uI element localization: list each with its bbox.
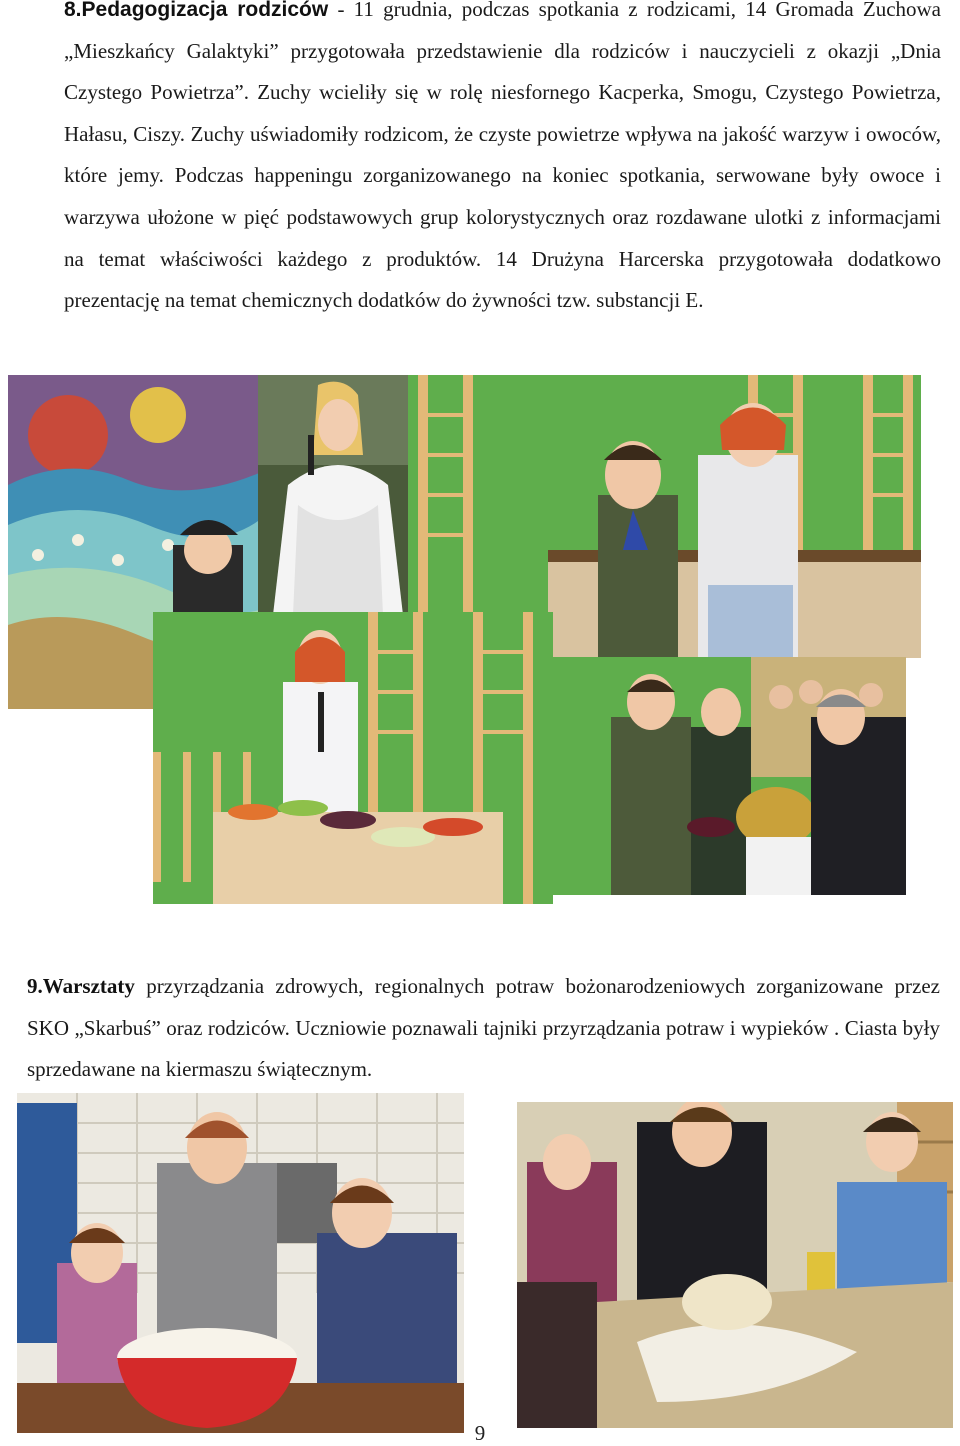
photo-tasting-crowd — [551, 657, 906, 895]
section-8-text: - 11 grudnia, podczas spotkania z rodzicami, 14 Gromada Zuchowa „Mieszkańcy Galaktyki” przygotowała przedstawienie dla rodziców i nauczycieli z okazji „Dnia Czystego Powietrza”. Zuchy wcieliły się w rolę niesfornego Kacperka, Smogu, Czystego Powietrza, Hałasu, Ciszy. Zuchy uświadomiły rodzicom, że czyste powietrze wpływa na jakość warzyw i owoców, które jemy. Podczas happeningu zorganizowanego na koniec spotkania, serwowane były owoce i warzywa ułożone w pięć podstawowych grup kolorystycznych oraz rozdawane ulotki z informacjami na temat właściwości każdego z produktów. 14 Drużyna Harcerska przygotowała dodatkowo prezentację na temat chemicznych dodatków do żywności tzw. substancji E. — [64, 0, 942, 313]
page-number: 9 — [474, 1421, 486, 1445]
section-8-paragraph — [64, 0, 941, 322]
photo-kitchen-mixing-bowl — [17, 1093, 464, 1433]
section-9-text: przyrządzania zdrowych, regionalnych potraw bożonarodzeniowych zorganizowane przez SKO „Skarbuś” oraz rodziców. Uczniowie poznawali tajniki przyrządzania potraw i wypieków . Ciasta były sprzedawane na kiermaszu świątecznym. — [27, 974, 940, 1082]
photo-presenter-at-table — [153, 612, 553, 904]
photo-kneading-dough — [517, 1102, 953, 1428]
section-8-heading: 8.Pedagogizacja rodziców — [64, 0, 329, 21]
section-9-paragraph — [27, 966, 940, 1091]
section-9-heading: 9.Warsztaty — [27, 974, 135, 998]
photo-girl-with-microphone — [258, 375, 408, 615]
